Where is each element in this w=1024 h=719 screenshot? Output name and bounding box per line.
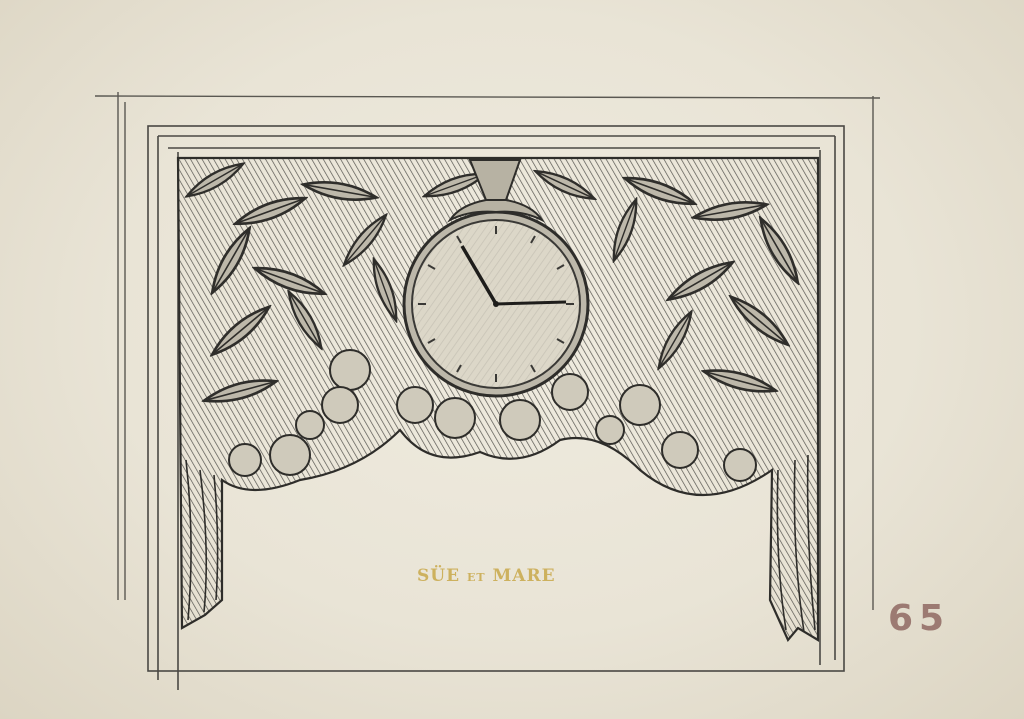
clock-icon: [404, 212, 588, 396]
stamp-middle: ET: [466, 571, 486, 584]
stamp: [417, 566, 556, 586]
stamp-main: SÜE: [417, 566, 461, 586]
sheet-number: 65: [888, 598, 951, 639]
stamp-end: MARE: [492, 566, 556, 586]
clock-minute-hand: [496, 302, 566, 304]
